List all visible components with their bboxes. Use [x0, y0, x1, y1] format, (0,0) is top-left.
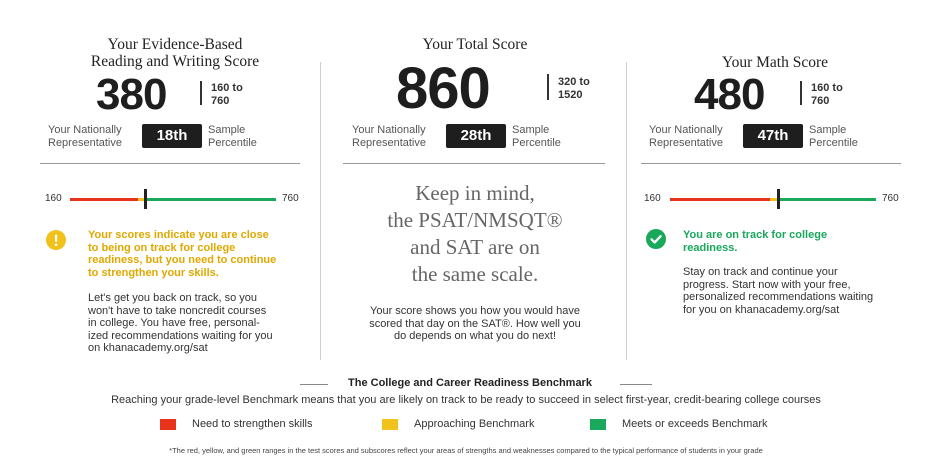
body-line: for you on khanacademy.org/sat [683, 303, 840, 316]
label-line: Representative [352, 137, 426, 149]
body-line: won't have to take noncredit courses [88, 304, 267, 317]
red-range-bar [670, 198, 770, 201]
body-line: Your score shows you how you would have [370, 305, 580, 317]
score-explanation-text [330, 305, 620, 343]
green-range-bar [778, 198, 876, 201]
total-score-title: Your Total Score [422, 36, 528, 53]
range-low: 160 to [811, 82, 843, 94]
range-low: 320 to [558, 76, 590, 88]
scale-min-label: 160 [644, 193, 661, 204]
reading-writing-title [45, 36, 305, 70]
sample-percentile-label [809, 124, 858, 150]
status-line: You are on track for college [683, 229, 828, 241]
sample-percentile-label [512, 124, 561, 150]
label-line: Representative [48, 137, 122, 149]
body-line: scored that day on the SAT®. How well you [369, 317, 581, 330]
range-divider [200, 81, 202, 105]
range-high: 1520 [558, 89, 583, 101]
nationally-representative-label [48, 124, 122, 150]
column-divider [626, 62, 627, 360]
benchmark-footnote: *The red, yellow, and green ranges in the test scores and subscores reflect your areas of strengths and weaknesses compared to the typical performance of students in your grade [169, 446, 763, 455]
label-line: Sample [512, 124, 550, 136]
legend-label-yellow: Approaching Benchmark [414, 418, 535, 430]
callout-line: Keep in mind, [415, 181, 535, 205]
status-line: Your scores indicate you are close [88, 229, 269, 241]
range-high: 760 [211, 95, 230, 107]
column-divider [320, 62, 321, 360]
legend-label-green: Meets or exceeds Benchmark [622, 418, 768, 430]
status-line: to strengthen your skills. [88, 266, 219, 279]
body-line: progress. Start now with your free, [683, 278, 851, 291]
legend-swatch-red [160, 419, 176, 430]
percentile-badge: 47th [743, 124, 803, 148]
score-range [558, 76, 590, 102]
title-line: Reading and Writing Score [90, 53, 260, 70]
body-line: Stay on track and continue your [683, 266, 838, 278]
status-line: to being on track for college [88, 241, 236, 254]
section-divider [40, 163, 300, 164]
section-divider [641, 163, 901, 164]
label-line: Representative [649, 137, 723, 149]
benchmark-description: Reaching your grade-level Benchmark means that you are likely on track to be ready to succeed in select first-year, credit-bearing college courses [111, 394, 821, 406]
label-line: Your Nationally [352, 124, 426, 136]
body-line: on khanacademy.org/sat [88, 342, 208, 354]
legend-swatch-green [590, 419, 606, 430]
label-line: Percentile [809, 137, 858, 149]
callout-line: the PSAT/NMSQT® [387, 208, 563, 232]
score-range [811, 82, 843, 108]
body-line: in college. You have free, personal- [88, 317, 260, 329]
heading-rule-right [620, 384, 652, 385]
recommendation-text [683, 266, 873, 316]
sample-percentile-label [208, 124, 257, 150]
callout-line: and SAT are on [410, 235, 540, 259]
benchmark-heading: The College and Career Readiness Benchmark [348, 377, 592, 389]
label-line: Your Nationally [48, 124, 122, 136]
section-divider [343, 163, 605, 164]
label-line: Percentile [512, 137, 561, 149]
callout-line: the same scale. [411, 262, 539, 286]
recommendation-text [88, 292, 273, 355]
green-range-bar [146, 198, 276, 201]
label-line: Your Nationally [649, 124, 723, 136]
scale-max-label: 760 [882, 193, 899, 204]
reading-writing-score: 380 [96, 70, 167, 119]
nationally-representative-label [649, 124, 723, 150]
score-range [211, 82, 243, 108]
exclamation-icon [46, 230, 66, 250]
range-divider [800, 81, 802, 105]
status-message [88, 229, 276, 279]
scale-min-label: 160 [45, 193, 62, 204]
total-score: 860 [396, 56, 490, 121]
legend-swatch-yellow [382, 419, 398, 430]
scale-max-label: 760 [282, 193, 299, 204]
label-line: Percentile [208, 137, 257, 149]
percentile-badge: 28th [446, 124, 506, 148]
body-line: do depends on what you do next! [393, 330, 557, 342]
status-message [683, 229, 827, 254]
nationally-representative-label [352, 124, 426, 150]
title-line: Your Evidence-Based [107, 36, 243, 53]
checkmark-icon [646, 229, 666, 249]
range-divider [547, 74, 549, 100]
range-high: 760 [811, 95, 830, 107]
percentile-badge: 18th [142, 124, 202, 148]
score-marker [777, 189, 780, 209]
body-line: Let's get you back on track, so you [88, 292, 258, 304]
body-line: personalized recommendations waiting [683, 291, 874, 303]
label-line: Sample [809, 124, 847, 136]
score-marker [144, 189, 147, 209]
label-line: Sample [208, 124, 246, 136]
same-scale-callout [330, 180, 620, 288]
body-line: ized recommendations waiting for you [88, 329, 273, 342]
range-low: 160 to [211, 82, 243, 94]
status-line: readiness. [683, 241, 738, 254]
red-range-bar [70, 198, 138, 201]
legend-label-red: Need to strengthen skills [192, 418, 313, 430]
status-line: readiness, but you need to continue [88, 254, 277, 266]
math-score: 480 [694, 70, 765, 119]
math-score-title: Your Math Score [721, 54, 829, 71]
